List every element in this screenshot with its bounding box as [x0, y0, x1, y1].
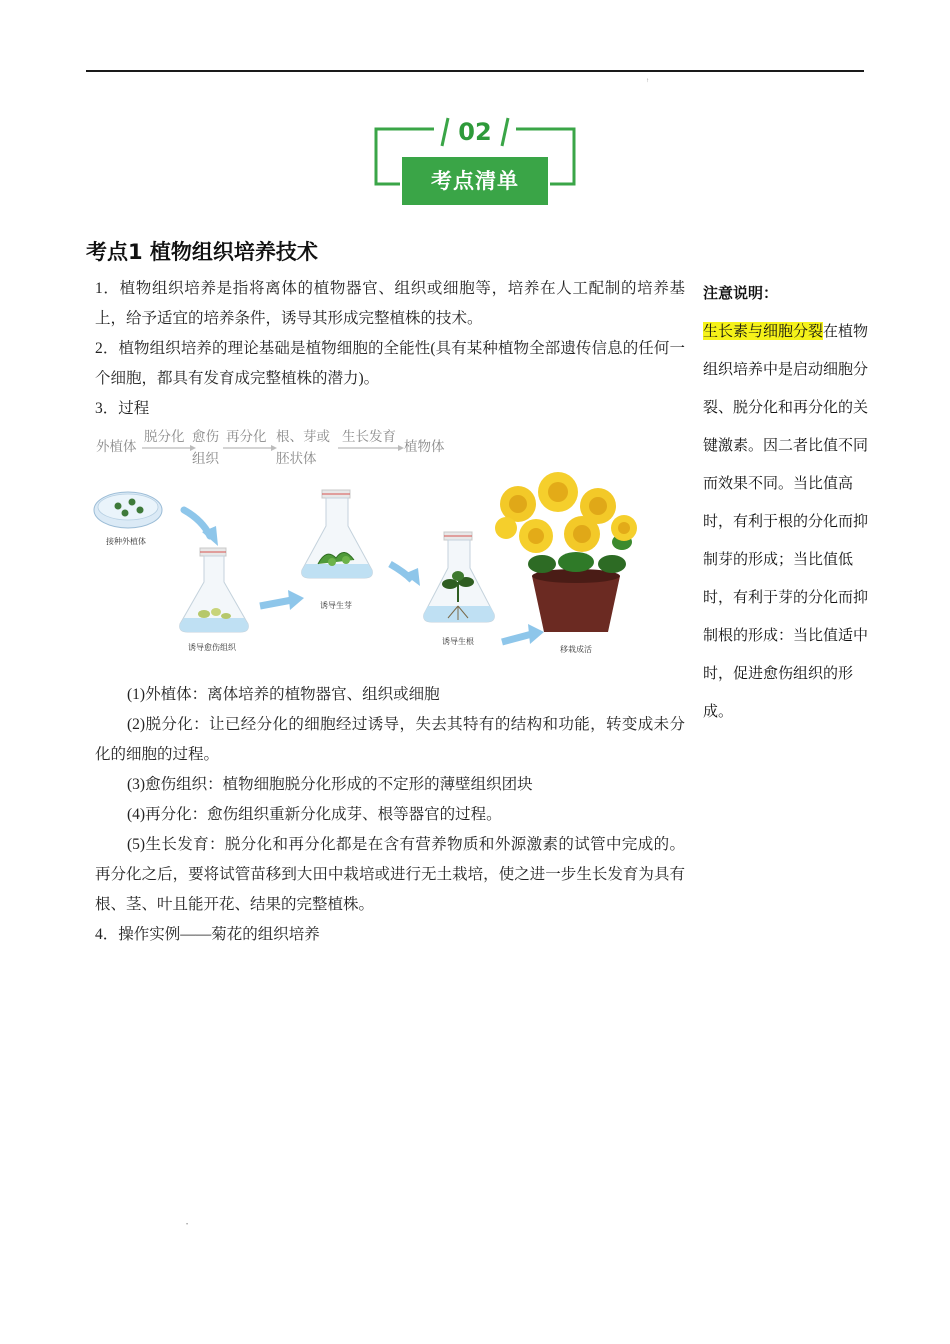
definition-3: (3)愈伤组织：植物细胞脱分化形成的不定形的薄壁组织团块	[127, 776, 533, 793]
definition-5: (5)生长发育：脱分化和再分化都是在含有营养物质和外源激素的试管中完成的。再分化之后，要将试管苗移到大田中栽培或进行无土栽培，使之进一步生长发育为具有根、茎、叶且能开花、结果的完整植株。	[95, 836, 685, 913]
note-highlight: 生长素与细胞分裂	[703, 322, 824, 340]
definition-4: (4)再分化：愈伤组织重新分化成芽、根等器官的过程。	[127, 806, 502, 823]
definition-2: (2)脱分化：让已经分化的细胞经过诱导，失去其特有的结构和功能，转变成未分化的细胞的过程。	[95, 716, 685, 763]
page-mark-bottom: •	[186, 1222, 189, 1228]
flow-arrow-label-2: 再分化	[226, 429, 267, 445]
section-label: 考点清单	[402, 157, 548, 205]
label-flask-callus: 诱导愈伤组织	[188, 643, 236, 652]
note-body	[703, 312, 875, 730]
definition-1: (1)外植体：离体培养的植物器官、组织或细胞	[127, 686, 440, 703]
page-title: 考点1 植物组织培养技术	[86, 240, 318, 264]
paragraph-3: 3．过程	[95, 400, 150, 417]
paragraph-2: 2．植物组织培养的理论基础是植物细胞的全能性(具有某种植物全部遗传信息的任何一个细胞，都具有发育成完整植株的潜力)。	[95, 340, 685, 387]
process-figure	[92, 424, 688, 660]
flow-node-2b: 组织	[192, 451, 219, 467]
flow-node-3a: 根、芽或	[276, 429, 330, 445]
section-number: 02	[458, 118, 492, 146]
label-transplant: 移栽成活	[560, 645, 592, 654]
label-flask-shoot: 诱导生芽	[320, 601, 352, 610]
page-mark-top: ↑	[646, 78, 649, 84]
side-note	[703, 274, 875, 730]
paragraph-1: 1．植物组织培养是指将离体的植物器官、组织或细胞等，培养在人工配制的培养基上，给予适宜的培养条件，诱导其形成完整植株的技术。	[95, 280, 685, 327]
label-dish: 接种外植体	[106, 537, 146, 546]
header-rule	[86, 70, 864, 72]
flow-arrow-label-1: 脱分化	[144, 429, 185, 445]
note-text: 在植物组织培养中是启动细胞分裂、脱分化和再分化的关键激素。因二者比值不同而效果不同。当比值高时，有利于根的分化而抑制芽的形成；当比值低时，有利于芽的分化而抑制根的形成：当比值适中时，促进愈伤组织的形成。	[703, 322, 869, 720]
label-flask-root: 诱导生根	[442, 637, 474, 646]
paragraph-4: 4．操作实例——菊花的组织培养	[95, 926, 320, 943]
flow-arrow-label-3: 生长发育	[342, 429, 396, 445]
flow-start: 外植体	[96, 439, 137, 455]
flow-node-3b: 胚状体	[276, 451, 317, 467]
process-illustration	[92, 424, 688, 660]
flow-node-2a: 愈伤	[192, 429, 219, 445]
flow-end: 植物体	[404, 439, 445, 455]
section-badge	[372, 116, 578, 212]
note-title: 注意说明：	[703, 284, 779, 302]
